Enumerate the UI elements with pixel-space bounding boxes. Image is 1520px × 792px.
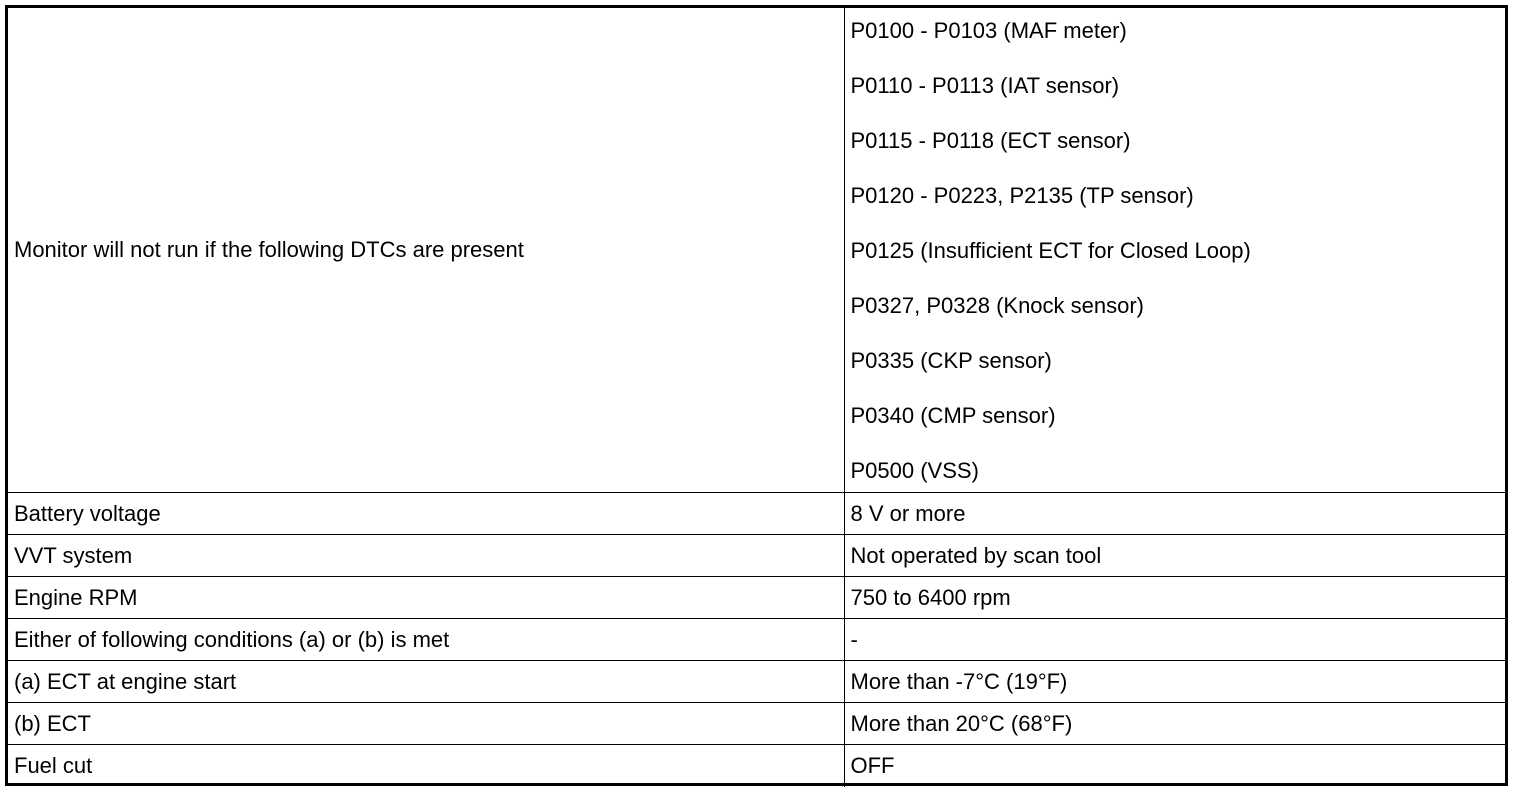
dtc-item: P0120 - P0223, P2135 (TP sensor) [850,183,1194,208]
conditions-table [8,8,1505,787]
table-row [8,661,1505,703]
dtc-item: P0340 (CMP sensor) [850,403,1056,428]
dtc-item: P0115 - P0118 (ECT sensor) [850,128,1131,153]
condition-label: Fuel cut [8,745,844,787]
condition-value: More than -7°C (19°F) [844,661,1505,703]
condition-label: VVT system [8,535,844,577]
table-row [8,745,1505,787]
dtc-item: P0100 - P0103 (MAF meter) [850,18,1127,43]
condition-value: More than 20°C (68°F) [844,703,1505,745]
condition-value [844,8,1505,493]
table-row [8,619,1505,661]
condition-value: Not operated by scan tool [844,535,1505,577]
condition-label: Either of following conditions (a) or (b) is met [8,619,844,661]
condition-value: OFF [844,745,1505,787]
dtc-item: P0125 (Insufficient ECT for Closed Loop) [850,238,1251,263]
condition-label: (b) ECT [8,703,844,745]
conditions-table-frame [5,5,1508,786]
condition-value: 8 V or more [844,493,1505,535]
dtc-item: P0327, P0328 (Knock sensor) [850,293,1145,318]
dtc-item: P0335 (CKP sensor) [850,348,1052,373]
dtc-list [851,8,1500,492]
condition-value: 750 to 6400 rpm [844,577,1505,619]
table-row [8,493,1505,535]
condition-value: - [844,619,1505,661]
table-row [8,703,1505,745]
table-row [8,8,1505,493]
condition-label: (a) ECT at engine start [8,661,844,703]
dtc-item: P0500 (VSS) [850,458,979,483]
table-row [8,577,1505,619]
condition-label: Monitor will not run if the following DTCs are present [8,8,844,493]
table-row [8,535,1505,577]
condition-label: Engine RPM [8,577,844,619]
condition-label: Battery voltage [8,493,844,535]
dtc-item: P0110 - P0113 (IAT sensor) [850,73,1120,98]
